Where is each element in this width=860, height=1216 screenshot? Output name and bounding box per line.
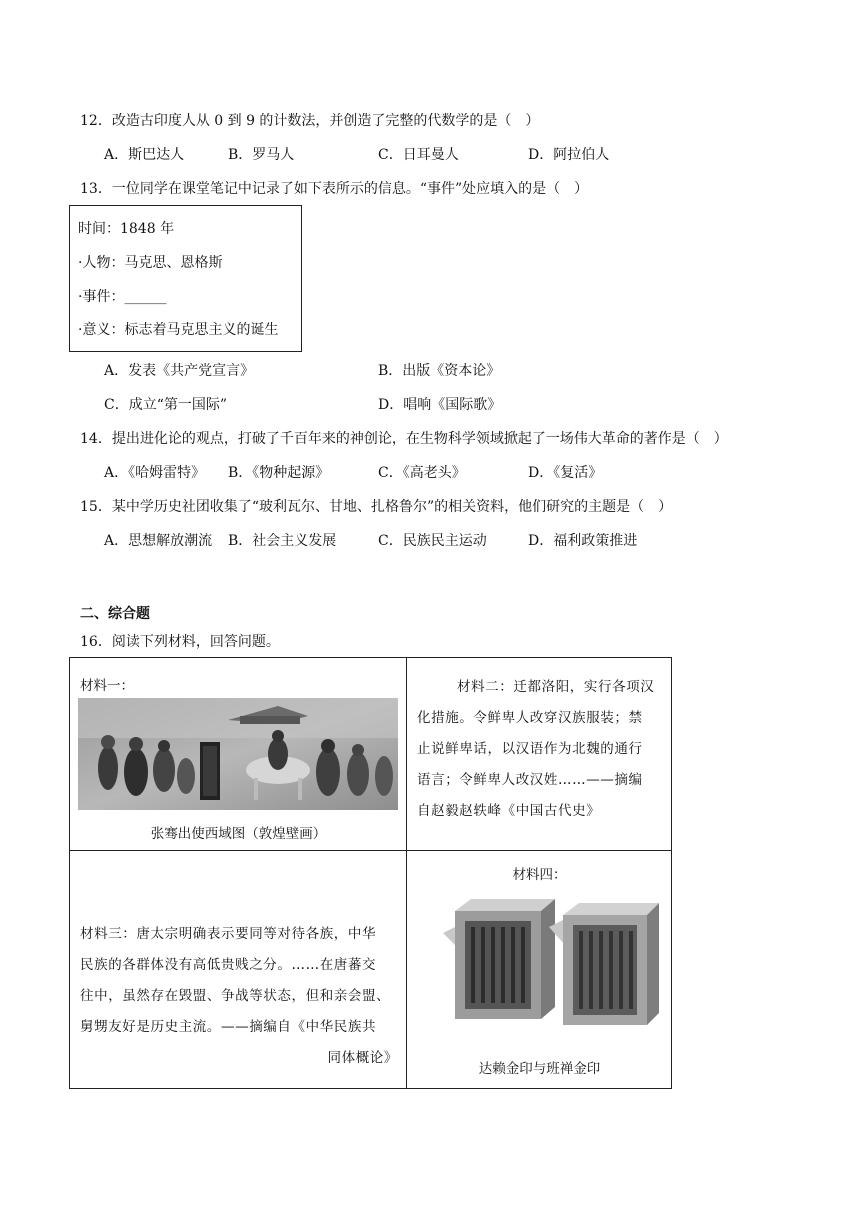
material-3-line: 材料三：唐太宗明确表示要同等对待各族，中华 <box>80 926 377 942</box>
q15-option-d: D．福利政策推进 <box>528 533 638 549</box>
q12-option-b: B．罗马人 <box>228 147 295 163</box>
q13-option-d: D．唱响《国际歌》 <box>378 397 502 413</box>
q15-option-c: C．民族民主运动 <box>378 533 487 549</box>
material-2-line: 化措施。令鲜卑人改穿汉族服装；禁 <box>417 710 643 726</box>
material-2-text <box>417 672 667 827</box>
q13-info-box <box>69 205 302 352</box>
q13-box-meaning: ·意义：标志着马克思主义的诞生 <box>78 322 279 338</box>
q13-option-a: A．发表《共产党宣言》 <box>104 363 255 379</box>
q13-box-event: ·事件：______ <box>78 289 167 305</box>
question-16-stem: 16．阅读下列材料，回答问题。 <box>80 634 280 650</box>
material-1-cell <box>70 658 407 851</box>
material-2-line: 自赵毅赵轶峰《中国古代史》 <box>417 803 601 819</box>
question-15-stem: 15．某中学历史社团收集了“玻利瓦尔、甘地、扎格鲁尔”的相关资料，他们研究的主题是（ ） <box>80 499 673 515</box>
material-3-line: 民族的各群体没有高低贵贱之分。……在唐蕃交 <box>80 957 377 973</box>
q15-option-a: A．思想解放潮流 <box>104 533 213 549</box>
q14-option-c: C．《高老头》 <box>378 465 466 481</box>
material-3-cell <box>70 851 407 1089</box>
section-title: 二、综合题 <box>80 606 150 622</box>
q14-option-b: B．《物种起源》 <box>228 465 330 481</box>
q13-option-b: B．出版《资本论》 <box>378 363 501 379</box>
material-2-line: 语言；令鲜卑人改汉姓……——摘编 <box>417 772 643 788</box>
material-3-line: 同体概论》 <box>327 1050 398 1066</box>
q15-option-b: B．社会主义发展 <box>228 533 337 549</box>
material-1-label: 材料一： <box>80 678 134 694</box>
material-3-line: 舅甥友好是历史主流。——摘编自《中华民族共 <box>80 1019 377 1035</box>
material-4-label: 材料四： <box>512 867 567 883</box>
question-14-stem: 14．提出进化论的观点，打破了千百年来的神创论，在生物科学领域掀起了一场伟大革命的著作是（ ） <box>80 431 728 447</box>
zhang-qian-mural-image <box>78 698 398 810</box>
material-4-caption: 达赖金印与班禅金印 <box>478 1061 601 1077</box>
materials-table <box>69 657 672 1089</box>
material-3-text <box>80 919 402 1074</box>
q12-option-a: A．斯巴达人 <box>104 147 185 163</box>
material-4-cell <box>407 851 672 1089</box>
q12-option-d: D．阿拉伯人 <box>528 147 610 163</box>
q14-option-d: D．《复活》 <box>528 465 603 481</box>
q13-box-time: 时间：1848 年 <box>78 221 175 237</box>
material-3-line: 往中，虽然存在毁盟、争战等状态，但和亲会盟、 <box>80 988 391 1004</box>
golden-seals-image <box>421 897 661 1047</box>
material-1-caption: 张骞出使西域图（敦煌壁画） <box>150 826 327 842</box>
material-2-line: 止说鲜卑话，以汉语作为北魏的通行 <box>417 741 643 757</box>
question-12-stem: 12．改造古印度人从 0 到 9 的计数法，并创造了完整的代数学的是（ ） <box>80 113 540 129</box>
q14-option-a: A．《哈姆雷特》 <box>104 465 206 481</box>
q13-option-c: C．成立“第一国际” <box>104 397 228 413</box>
q13-box-people: ·人物：马克思、恩格斯 <box>78 255 223 271</box>
material-2-cell <box>407 658 672 851</box>
material-2-line: 材料二：迁都洛阳，实行各项汉 <box>457 679 655 695</box>
q12-option-c: C．日耳曼人 <box>378 147 459 163</box>
question-13-stem: 13．一位同学在课堂笔记中记录了如下表所示的信息。“事件”处应填入的是（ ） <box>80 181 589 197</box>
